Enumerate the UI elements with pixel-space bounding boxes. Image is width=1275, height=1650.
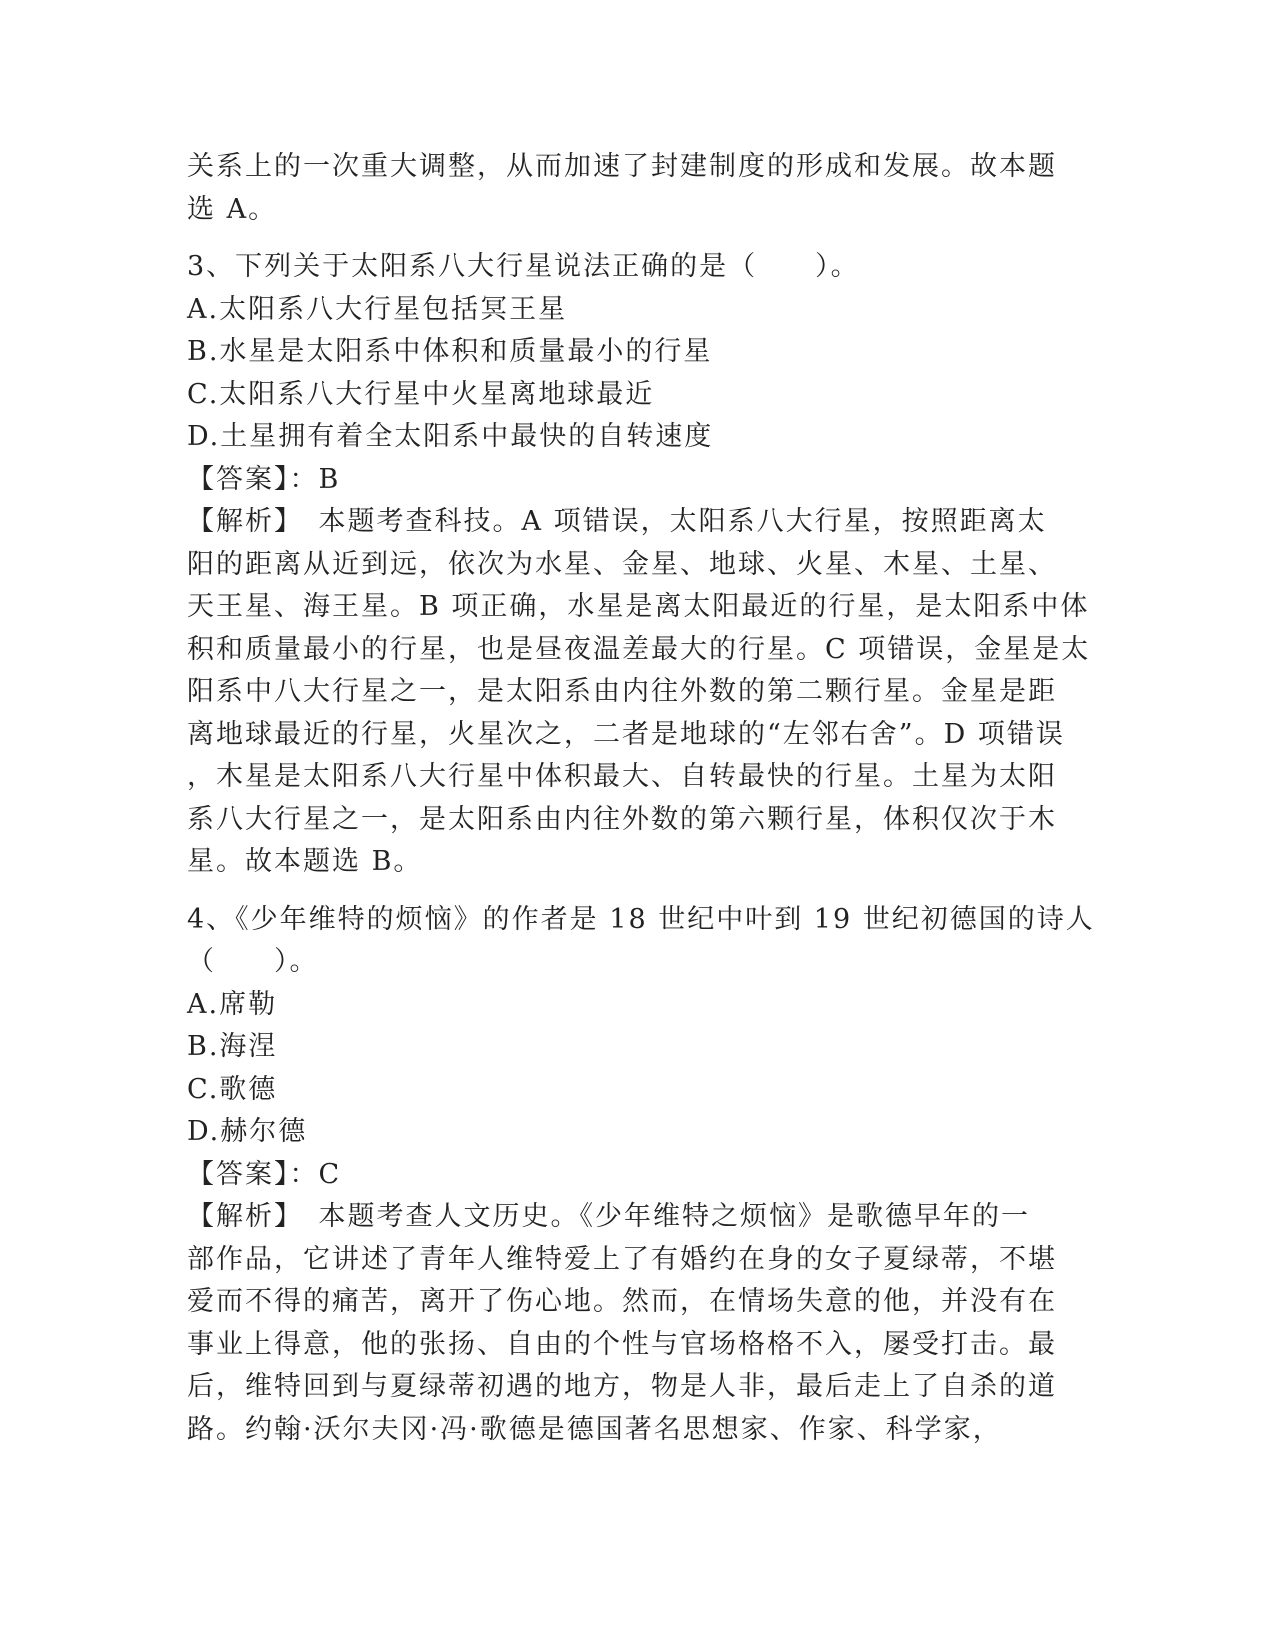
analysis-line: 部作品，它讲述了青年人维特爱上了有婚约在身的女子夏绿蒂，不堪 [187, 1243, 1057, 1275]
answer-line: 【答案】：B [187, 463, 341, 495]
question-4 [187, 899, 1095, 1452]
text-line: 关系上的一次重大调整，从而加速了封建制度的形成和发展。故本题 [187, 151, 1057, 182]
text-line: 选 A。 [187, 193, 278, 225]
analysis-line: 路。约翰·沃尔夫冈·冯·歌德是德国著名思想家、作家、科学家， [187, 1413, 1002, 1445]
option-a: A.席勒 [187, 988, 278, 1020]
option-d: D.赫尔德 [187, 1116, 308, 1147]
analysis-line: 阳系中八大行星之一，是太阳系由内往外数的第二颗行星。金星是距 [187, 676, 1057, 707]
option-a: A.太阳系八大行星包括冥王星 [187, 293, 568, 325]
analysis-block [187, 501, 1091, 884]
document-page [187, 146, 1095, 1451]
analysis-line: 天王星、海王星。B 项正确，水星是离太阳最近的行星，是太阳系中体 [187, 591, 1090, 622]
analysis-line: 阳的距离从近到远，依次为水星、金星、地球、火星、木星、土星、 [187, 548, 1057, 580]
option-c: C.太阳系八大行星中火星离地球最近 [187, 378, 655, 410]
option-c: C.歌德 [187, 1073, 278, 1105]
analysis-line: 离地球最近的行星，火星次之，二者是地球的“左邻右舍”。D 项错误 [187, 718, 1065, 750]
analysis-line: 事业上得意，他的张扬、自由的个性与官场格格不入，屡受打击。最 [187, 1328, 1057, 1360]
question-3 [187, 246, 1091, 884]
question-stem: 3、下列关于太阳系八大行星说法正确的是（ ）。 [187, 251, 860, 282]
analysis-line: 爱而不得的痛苦，离开了伤心地。然而，在情场失意的他，并没有在 [187, 1286, 1057, 1317]
answer-line: 【答案】：C [187, 1158, 342, 1190]
question-stem: 4、《少年维特的烦恼》的作者是 18 世纪中叶到 19 世纪初德国的诗人 [187, 903, 1095, 935]
analysis-block [187, 1196, 1087, 1451]
question-stem: （ ）。 [187, 946, 319, 977]
analysis-line: 【解析】 本题考查科技。A 项错误，太阳系八大行星，按照距离太 [187, 506, 1047, 537]
analysis-line: ，木星是太阳系八大行星中体积最大、自转最快的行星。土星为太阳 [187, 761, 1057, 792]
option-b: B.水星是太阳系中体积和质量最小的行星 [187, 336, 713, 367]
option-d: D.土星拥有着全太阳系中最快的自转速度 [187, 421, 714, 452]
analysis-line: 系八大行星之一，是太阳系由内往外数的第六颗行星，体积仅次于木 [187, 803, 1057, 835]
previous-analysis-continuation [187, 146, 1087, 231]
analysis-line: 【解析】 本题考查人文历史。《少年维特之烦恼》是歌德早年的一 [187, 1201, 1030, 1232]
option-b: B.海涅 [187, 1031, 278, 1062]
analysis-line: 积和质量最小的行星，也是昼夜温差最大的行星。C 项错误，金星是太 [187, 633, 1091, 665]
analysis-line: 星。故本题选 B。 [187, 846, 423, 877]
analysis-line: 后，维特回到与夏绿蒂初遇的地方，物是人非，最后走上了自杀的道 [187, 1371, 1057, 1402]
